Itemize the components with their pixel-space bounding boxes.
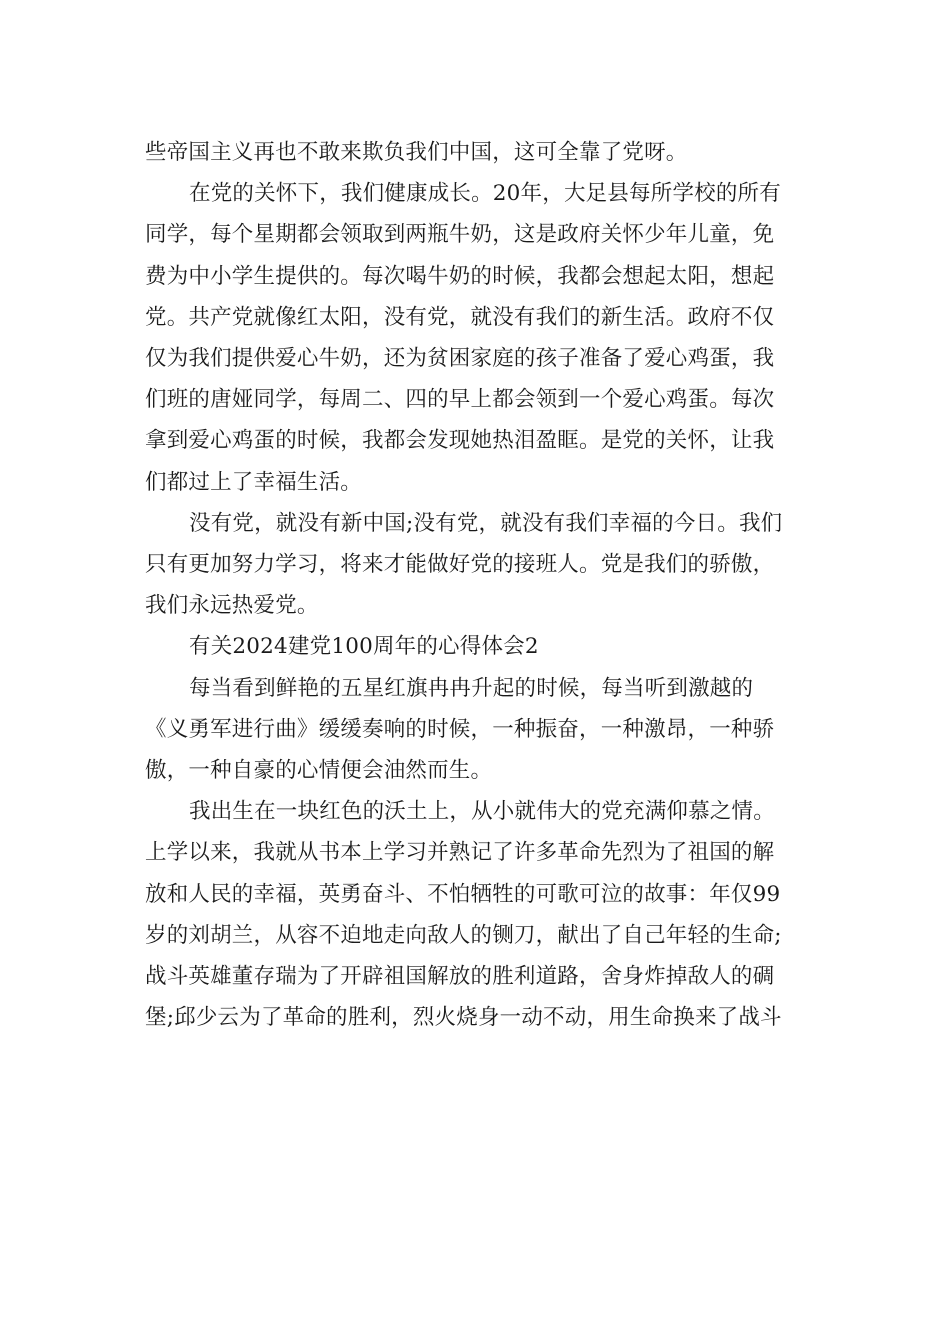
paragraph-party-care: 在党的关怀下，我们健康成长。20年，大足县每所学校的所有 同学，每个星期都会领取到两瓶牛奶，这是政府关怀少年儿童，免 费为中小学生提供的。每次喝牛奶的时候，我都会想起太阳，想起 党。共产党就像红太阳，没有党，就没有我们的新生活。政府不仅 仅为我们提供爱心牛奶，还为贫困家庭的孩子准备了爱心鸡蛋，我 们班的唐娅同学，每周二、四的早上都会领到一个爱心鸡蛋。每次 拿到爱心鸡蛋的时候，我都会发现她热泪盈眶。是党的关怀，让我 们都过上了幸福生活。 (145, 181, 781, 495)
paragraph-flag-anthem: 每当看到鲜艳的五星红旗冉冉升起的时候，每当听到激越的 《义勇军进行曲》缓缓奏响的时候，一种振奋，一种激昂，一种骄 傲，一种自豪的心情便会油然而生。 (145, 675, 775, 784)
document-body (145, 132, 805, 1038)
paragraph-revolutionary-martyrs: 我出生在一块红色的沃土上，从小就伟大的党充满仰慕之情。 上学以来，我就从书本上学习并熟记了许多革命先烈为了祖国的解 放和人民的幸福，英勇奋斗、不怕牺牲的可歌可泣的故事：年仅99 岁的刘胡兰，从容不迫地走向敌人的铡刀，献出了自己年轻的生命; 战斗英雄董存瑞为了开辟祖国解放的胜利道路，舍身炸掉敌人的碉 堡;邱少云为了革命的胜利，烈火烧身一动不动，用生命换来了战斗 (145, 799, 782, 1031)
paragraph-no-party-no-china: 没有党，就没有新中国;没有党，就没有我们幸福的今日。我们 只有更加努力学习，将来才能做好党的接班人。党是我们的骄傲， 我们永远热爱党。 (145, 510, 783, 619)
section-heading: 有关2024建党100周年的心得体会2 (189, 634, 539, 660)
paragraph-continuation: 些帝国主义再也不敢来欺负我们中国，这可全靠了党呀。 (145, 140, 688, 165)
